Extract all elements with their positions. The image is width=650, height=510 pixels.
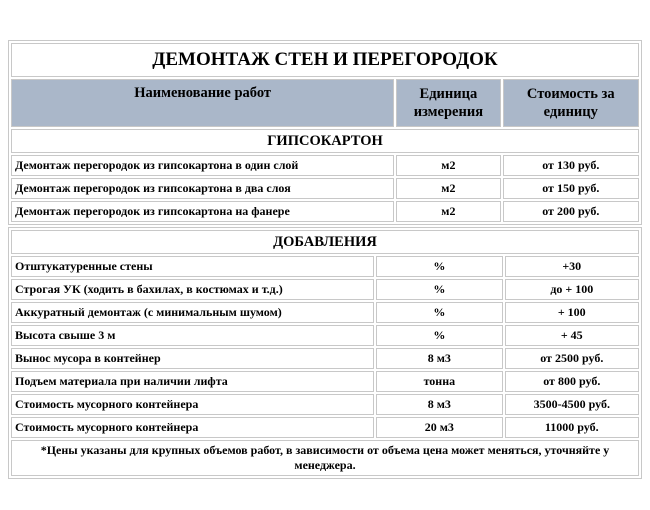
table-row xyxy=(11,178,639,199)
row-unit: % xyxy=(376,256,502,277)
row-unit: м2 xyxy=(396,155,500,176)
row-price: до + 100 xyxy=(505,279,639,300)
row-price: + 45 xyxy=(505,325,639,346)
table-row xyxy=(11,302,639,323)
section-title-drywall: ГИПСОКАРТОН xyxy=(11,129,639,153)
table-row xyxy=(11,325,639,346)
price-table-container xyxy=(8,40,642,479)
table-row xyxy=(11,279,639,300)
row-price: от 800 руб. xyxy=(505,371,639,392)
row-unit: % xyxy=(376,302,502,323)
row-price: от 150 руб. xyxy=(503,178,639,199)
header-unit: Единица измерения xyxy=(396,79,500,127)
table-row xyxy=(11,256,639,277)
table-row xyxy=(11,155,639,176)
table-header-row xyxy=(11,79,639,127)
row-unit: тонна xyxy=(376,371,502,392)
row-unit: % xyxy=(376,279,502,300)
row-work-name: Высота свыше 3 м xyxy=(11,325,374,346)
row-price: +30 xyxy=(505,256,639,277)
row-work-name: Демонтаж перегородок из гипсокартона в один слой xyxy=(11,155,394,176)
table-row xyxy=(11,348,639,369)
price-note: *Цены указаны для крупных объемов работ, в зависимости от объема цена может меняться, уточняйте у менеджера. xyxy=(11,440,639,476)
row-price: от 2500 руб. xyxy=(505,348,639,369)
page-title: ДЕМОНТАЖ СТЕН И ПЕРЕГОРОДОК xyxy=(11,43,639,77)
row-work-name: Отштукатуренные стены xyxy=(11,256,374,277)
price-table-additions xyxy=(8,227,642,479)
header-price: Стоимость за единицу xyxy=(503,79,639,127)
row-work-name: Подъем материала при наличии лифта xyxy=(11,371,374,392)
header-work-name: Наименование работ xyxy=(11,79,394,127)
table-row xyxy=(11,201,639,222)
row-price: 11000 руб. xyxy=(505,417,639,438)
row-work-name: Стоимость мусорного контейнера xyxy=(11,417,374,438)
row-unit: 8 м3 xyxy=(376,394,502,415)
row-price: от 200 руб. xyxy=(503,201,639,222)
row-work-name: Демонтаж перегородок из гипсокартона на фанере xyxy=(11,201,394,222)
row-price: от 130 руб. xyxy=(503,155,639,176)
row-unit: м2 xyxy=(396,201,500,222)
row-work-name: Строгая УК (ходить в бахилах, в костюмах и т.д.) xyxy=(11,279,374,300)
row-work-name: Демонтаж перегородок из гипсокартона в два слоя xyxy=(11,178,394,199)
table-row xyxy=(11,394,639,415)
row-unit: % xyxy=(376,325,502,346)
row-unit: м2 xyxy=(396,178,500,199)
row-price: 3500-4500 руб. xyxy=(505,394,639,415)
price-table-drywall xyxy=(8,40,642,225)
row-work-name: Стоимость мусорного контейнера xyxy=(11,394,374,415)
row-unit: 8 м3 xyxy=(376,348,502,369)
section-title-additions: ДОБАВЛЕНИЯ xyxy=(11,230,639,254)
table-row xyxy=(11,417,639,438)
table-row xyxy=(11,371,639,392)
row-work-name: Аккуратный демонтаж (с минимальным шумом) xyxy=(11,302,374,323)
row-price: + 100 xyxy=(505,302,639,323)
row-unit: 20 м3 xyxy=(376,417,502,438)
row-work-name: Вынос мусора в контейнер xyxy=(11,348,374,369)
